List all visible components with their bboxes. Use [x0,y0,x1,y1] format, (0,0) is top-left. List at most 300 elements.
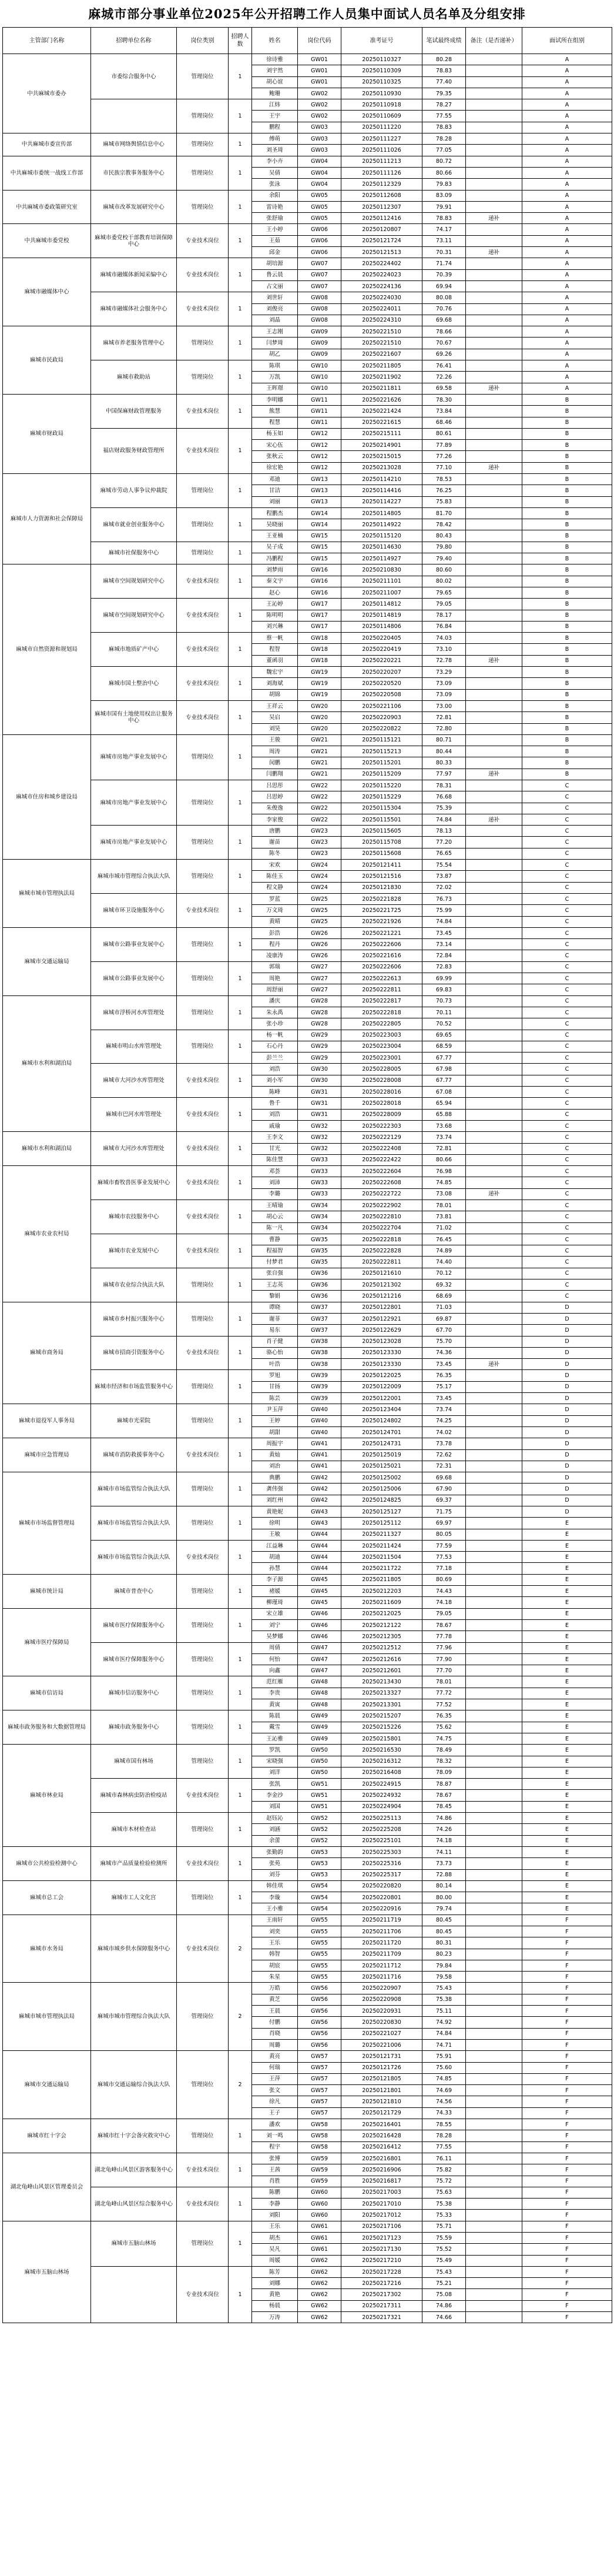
note-cell [466,2153,522,2164]
exam-number: 20250211716 [341,1972,422,1983]
note-cell [466,394,522,405]
post-code: GW08 [298,315,341,326]
candidate-name: 周振宇 [252,1438,298,1449]
group-cell: D [522,1449,612,1461]
exam-number: 20250215207 [341,1710,422,1722]
exam-score: 78.87 [422,1779,466,1790]
note-cell [466,473,522,485]
post-code: GW60 [298,2210,341,2221]
table-row [3,54,612,65]
header-category: 岗位类别 [177,28,229,54]
category-cell: 专业技术岗位 [177,1166,229,1200]
post-code: GW15 [298,542,341,553]
group-cell: E [522,1653,612,1665]
candidate-name: 鲁千 [252,1098,298,1109]
post-code: GW52 [298,1835,341,1846]
exam-score: 80.00 [422,1892,466,1903]
exam-score: 80.45 [422,1915,466,1926]
group-cell: F [522,2244,612,2255]
group-cell: C [522,1279,612,1291]
exam-number: 20250212512 [341,1642,422,1653]
note-cell [466,326,522,338]
exam-number: 20250224402 [341,258,422,269]
post-code: GW48 [298,1688,341,1699]
exam-score: 71.03 [422,1302,466,1313]
exam-number: 20250228009 [341,1109,422,1120]
candidate-name: 陈芳 [252,2266,298,2277]
group-cell: C [522,995,612,1007]
unit-cell: 麻城市房地产事业发展中心 [91,826,177,860]
exam-score: 74.84 [422,814,466,825]
exam-number: 20250221106 [341,700,422,711]
exam-score: 74.84 [422,2028,466,2039]
candidate-name: 王敏 [252,1529,298,1540]
group-cell: F [522,2085,612,2096]
group-cell: A [522,65,612,76]
note-cell [466,564,522,576]
count-cell: 1 [229,893,252,927]
exam-score: 80.66 [422,1154,466,1165]
exam-number: 20250115608 [341,848,422,859]
post-code: GW55 [298,1972,341,1983]
header-group: 面试所在组别 [522,28,612,54]
post-code: GW33 [298,1188,341,1200]
exam-number: 20250224136 [341,280,422,292]
exam-score: 65.88 [422,1109,466,1120]
note-cell [466,111,522,122]
exam-score: 73.09 [422,678,466,689]
exam-number: 20250224904 [341,1801,422,1812]
candidate-name: 胡宸 [252,1960,298,1971]
exam-number: 20250224023 [341,269,422,280]
table-row [3,1846,612,1857]
candidate-name: 黄艳 [252,2289,298,2300]
candidate-name: 范红雁 [252,1676,298,1688]
note-cell [466,1699,522,1710]
exam-score: 77.55 [422,111,466,122]
unit-cell: 中国保麻财政管理服务 [91,394,177,428]
exam-number: 20250121724 [341,235,422,246]
count-cell: 1 [229,1608,252,1642]
post-code: GW42 [298,1472,341,1484]
exam-number: 20250222606 [341,961,422,973]
post-code: GW10 [298,383,341,394]
exam-number: 20250212616 [341,1653,422,1665]
post-code: GW13 [298,485,341,496]
note-cell [466,2017,522,2028]
unit-cell: 麻城市明山水库管理处 [91,1030,177,1064]
exam-score: 69.99 [422,973,466,984]
post-code: GW10 [298,360,341,372]
exam-number: 20250121830 [341,882,422,893]
table-row [3,1404,612,1415]
group-cell: F [522,2130,612,2141]
candidate-name: 刘宇然 [252,65,298,76]
candidate-name: 胡培源 [252,258,298,269]
exam-number: 20250225317 [341,1869,422,1880]
group-cell: F [522,1937,612,1949]
unit-cell: 麻城市经济和市场监管服务中心 [91,1370,177,1404]
unit-cell [91,99,177,133]
exam-score: 70.52 [422,1018,466,1030]
post-code: GW39 [298,1393,341,1404]
post-code: GW55 [298,1926,341,1937]
dept-cell: 麻城市退役军人事务局 [3,1404,91,1438]
exam-score: 79.58 [422,1972,466,1983]
count-cell: 1 [229,1268,252,1302]
group-cell: A [522,235,612,246]
exam-score: 76.65 [422,848,466,859]
table-row [3,360,612,372]
category-cell: 管理岗位 [177,1574,229,1608]
table-row [3,1166,612,1177]
category-cell: 专业技术岗位 [177,1438,229,1472]
post-code: GW21 [298,734,341,746]
post-code: GW56 [298,2028,341,2039]
count-cell: 1 [229,2266,252,2323]
exam-number: 20250216530 [341,1745,422,1756]
exam-number: 20250121801 [341,2085,422,2096]
dept-cell: 湖北龟峰山风景区管理委员会 [3,2153,91,2221]
post-code: GW42 [298,1484,341,1495]
table-row [3,860,612,871]
exam-score: 78.83 [422,122,466,133]
post-code: GW13 [298,496,341,507]
exam-number: 20250216408 [341,1767,422,1778]
post-code: GW06 [298,247,341,258]
exam-score: 75.70 [422,1336,466,1347]
note-cell [466,712,522,723]
exam-score: 78.55 [422,2119,466,2130]
note-cell [466,2107,522,2119]
post-code: GW62 [298,2312,341,2323]
table-row [3,2119,612,2130]
category-cell: 专业技术岗位 [177,2266,229,2323]
exam-score: 70.73 [422,995,466,1007]
exam-number: 20250222805 [341,1018,422,1030]
unit-cell: 市民族宗教事务服务中心 [91,156,177,190]
candidate-name: 陈明明 [252,610,298,621]
note-cell [466,542,522,553]
unit-cell: 麻城市浮桥河水库管理处 [91,995,177,1030]
exam-score: 75.72 [422,2176,466,2187]
candidate-name: 江益琳 [252,1540,298,1551]
exam-score: 77.10 [422,462,466,473]
note-cell [466,689,522,700]
candidate-name: 周倩 [252,1642,298,1653]
note-cell [466,1064,522,1075]
exam-number: 20250115121 [341,734,422,746]
exam-score: 70.39 [422,269,466,280]
header-exam-number: 准考证号 [341,28,422,54]
group-cell: E [522,1790,612,1801]
exam-score: 74.71 [422,2039,466,2050]
note-cell [466,76,522,88]
group-cell: B [522,417,612,428]
exam-score: 79.74 [422,1903,466,1915]
category-cell: 管理岗位 [177,133,229,156]
exam-score: 74.56 [422,2096,466,2107]
dept-cell: 麻城市政务服务和大数据管理局 [3,1710,91,1745]
dept-cell: 麻城市五脑山林场 [3,2221,91,2323]
exam-number: 20250115708 [341,837,422,848]
category-cell: 专业技术岗位 [177,1098,229,1132]
post-code: GW40 [298,1426,341,1438]
post-code: GW42 [298,1495,341,1506]
group-cell: C [522,927,612,938]
exam-number: 20250115605 [341,826,422,837]
group-cell: C [522,1018,612,1030]
group-cell: E [522,1813,612,1824]
note-cell: 递补 [466,1188,522,1200]
exam-score: 77.52 [422,1699,466,1710]
post-code: GW12 [298,428,341,439]
candidate-name: 杨玉如 [252,428,298,439]
exam-score: 75.83 [422,496,466,507]
exam-score: 70.31 [422,247,466,258]
group-cell: F [522,1960,612,1971]
exam-score: 73.14 [422,939,466,950]
group-cell: B [522,519,612,530]
unit-cell: 麻城市医疗保障服务中心 [91,1608,177,1642]
category-cell: 专业技术岗位 [177,564,229,599]
candidate-name: 潘欢 [252,2119,298,2130]
count-cell: 1 [229,1030,252,1064]
exam-score: 76.35 [422,1370,466,1381]
candidate-name: 刘昊 [252,723,298,734]
candidate-name: 褚媛 [252,1586,298,1597]
exam-number: 20250121805 [341,2073,422,2084]
candidate-name: 肖晓 [252,2028,298,2039]
candidate-name: 张自强 [252,1268,298,1279]
table-row [3,1608,612,1619]
group-cell: C [522,984,612,995]
candidate-name: 吴启 [252,712,298,723]
candidate-name: 胡杰 [252,2233,298,2244]
table-body [3,54,612,2323]
unit-cell: 麻城市森林病虫防治检疫站 [91,1779,177,1813]
post-code: GW23 [298,848,341,859]
post-code: GW27 [298,961,341,973]
group-cell: C [522,973,612,984]
candidate-name: 付鹏 [252,2017,298,2028]
note-cell [466,621,522,632]
table-row [3,1268,612,1279]
note-cell [466,1222,522,1234]
table-row [3,961,612,973]
exam-number: 20250221616 [341,950,422,961]
post-code: GW57 [298,2085,341,2096]
post-code: GW62 [298,2266,341,2277]
note-cell [466,723,522,734]
post-code: GW40 [298,1415,341,1426]
exam-score: 80.44 [422,746,466,757]
exam-score: 67.77 [422,1053,466,1064]
post-code: GW06 [298,224,341,235]
count-cell: 1 [229,564,252,599]
exam-number: 20250228016 [341,1087,422,1098]
count-cell: 1 [229,1676,252,1710]
exam-number: 20250211424 [341,1540,422,1551]
exam-number: 20250222606 [341,939,422,950]
post-code: GW04 [298,179,341,190]
note-cell [466,2255,522,2266]
category-cell: 专业技术岗位 [177,1336,229,1370]
exam-number: 20250114927 [341,553,422,564]
candidate-name: 程丹 [252,939,298,950]
exam-number: 20250217012 [341,2210,422,2221]
exam-number: 20250121411 [341,860,422,871]
post-code: GW27 [298,973,341,984]
note-cell [466,2312,522,2323]
note-cell [466,848,522,859]
exam-score: 73.87 [422,871,466,882]
post-code: GW24 [298,860,341,871]
post-code: GW51 [298,1779,341,1790]
note-cell [466,1325,522,1336]
count-cell: 1 [229,1200,252,1234]
exam-score: 74.26 [422,1824,466,1835]
note-cell [466,1030,522,1041]
dept-cell: 麻城市统计局 [3,1574,91,1608]
exam-score: 72.84 [422,950,466,961]
note-cell [466,599,522,610]
group-cell: A [522,145,612,156]
exam-score: 77.53 [422,1552,466,1563]
candidate-name: 黄艳妮 [252,1506,298,1518]
table-row [3,2266,612,2277]
exam-number: 20250220520 [341,678,422,689]
note-cell [466,1018,522,1030]
group-cell: D [522,1370,612,1381]
category-cell: 管理岗位 [177,54,229,99]
note-cell: 递补 [466,769,522,780]
exam-number: 20250114630 [341,542,422,553]
post-code: GW56 [298,1994,341,2005]
table-row [3,734,612,746]
count-cell: 1 [229,1302,252,1336]
group-cell: C [522,848,612,859]
table-row [3,2153,612,2164]
table-row [3,826,612,837]
exam-number: 20250217010 [341,2199,422,2210]
count-cell: 1 [229,2221,252,2266]
group-cell: B [522,473,612,485]
exam-number: 20250222604 [341,1166,422,1177]
table-row [3,1676,612,1688]
post-code: GW48 [298,1676,341,1688]
post-code: GW45 [298,1574,341,1585]
post-code: GW57 [298,2096,341,2107]
table-row [3,1098,612,1109]
exam-score: 69.32 [422,1279,466,1291]
group-cell: B [522,644,612,655]
post-code: GW57 [298,2062,341,2073]
note-cell [466,633,522,644]
post-code: GW11 [298,394,341,405]
candidate-name: 蔡一帆 [252,633,298,644]
group-cell: F [522,1994,612,2005]
group-cell: C [522,1177,612,1188]
post-code: GW05 [298,213,341,224]
count-cell: 1 [229,927,252,961]
post-code: GW09 [298,326,341,338]
unit-cell: 麻城市乡村振兴服务中心 [91,1302,177,1336]
candidate-name: 黄寅 [252,1699,298,1710]
exam-number: 20250225303 [341,1846,422,1857]
note-cell [466,791,522,803]
note-cell [466,734,522,746]
group-cell: C [522,893,612,904]
dept-cell: 麻城市交通运输局 [3,927,91,995]
exam-score: 75.82 [422,2164,466,2176]
group-cell: E [522,1586,612,1597]
exam-score: 72.26 [422,372,466,383]
exam-number: 20250220419 [341,644,422,655]
exam-score: 75.21 [422,2278,466,2289]
note-cell [466,2187,522,2198]
post-code: GW44 [298,1529,341,1540]
note-cell [466,984,522,995]
post-code: GW52 [298,1824,341,1835]
group-cell: E [522,1722,612,1733]
post-code: GW45 [298,1586,341,1597]
exam-score: 75.52 [422,2244,466,2255]
candidate-name: 张文 [252,2085,298,2096]
note-cell [466,1586,522,1597]
count-cell: 1 [229,2119,252,2153]
table-row [3,190,612,201]
post-code: GW60 [298,2187,341,2198]
unit-cell: 麻城市空间规划研究中心 [91,564,177,599]
candidate-name: 王小婷 [252,224,298,235]
exam-score: 76.45 [422,1234,466,1245]
post-code: GW07 [298,280,341,292]
table-row [3,156,612,167]
category-cell: 管理岗位 [177,507,229,542]
note-cell [466,507,522,519]
candidate-name: 杨晨 [252,2300,298,2311]
note-cell [466,1846,522,1857]
count-cell: 1 [229,224,252,258]
category-cell: 管理岗位 [177,1404,229,1438]
candidate-name: 陈佳玉 [252,871,298,882]
group-cell: E [522,1574,612,1585]
exam-score: 75.17 [422,1381,466,1392]
group-cell: D [522,1325,612,1336]
note-cell [466,269,522,280]
unit-cell: 麻城市农业发展中心 [91,1234,177,1268]
candidate-name: 李贵 [252,1688,298,1699]
table-row [3,542,612,553]
note-cell [466,167,522,178]
note-cell [466,553,522,564]
note-cell [466,1472,522,1484]
exam-score: 77.18 [422,1563,466,1574]
exam-score: 74.43 [422,1586,466,1597]
header-note: 备注（是否递补） [466,28,522,54]
candidate-name: 陈一凡 [252,1222,298,1234]
exam-score: 70.76 [422,303,466,315]
unit-cell: 麻城市工人文化宫 [91,1880,177,1915]
candidate-name: 周舒丽 [252,984,298,995]
note-cell [466,860,522,871]
post-code: GW20 [298,723,341,734]
note-cell [466,1960,522,1971]
category-cell: 管理岗位 [177,1030,229,1064]
unit-cell: 麻城市木材检查站 [91,1813,177,1847]
exam-score: 73.78 [422,1438,466,1449]
